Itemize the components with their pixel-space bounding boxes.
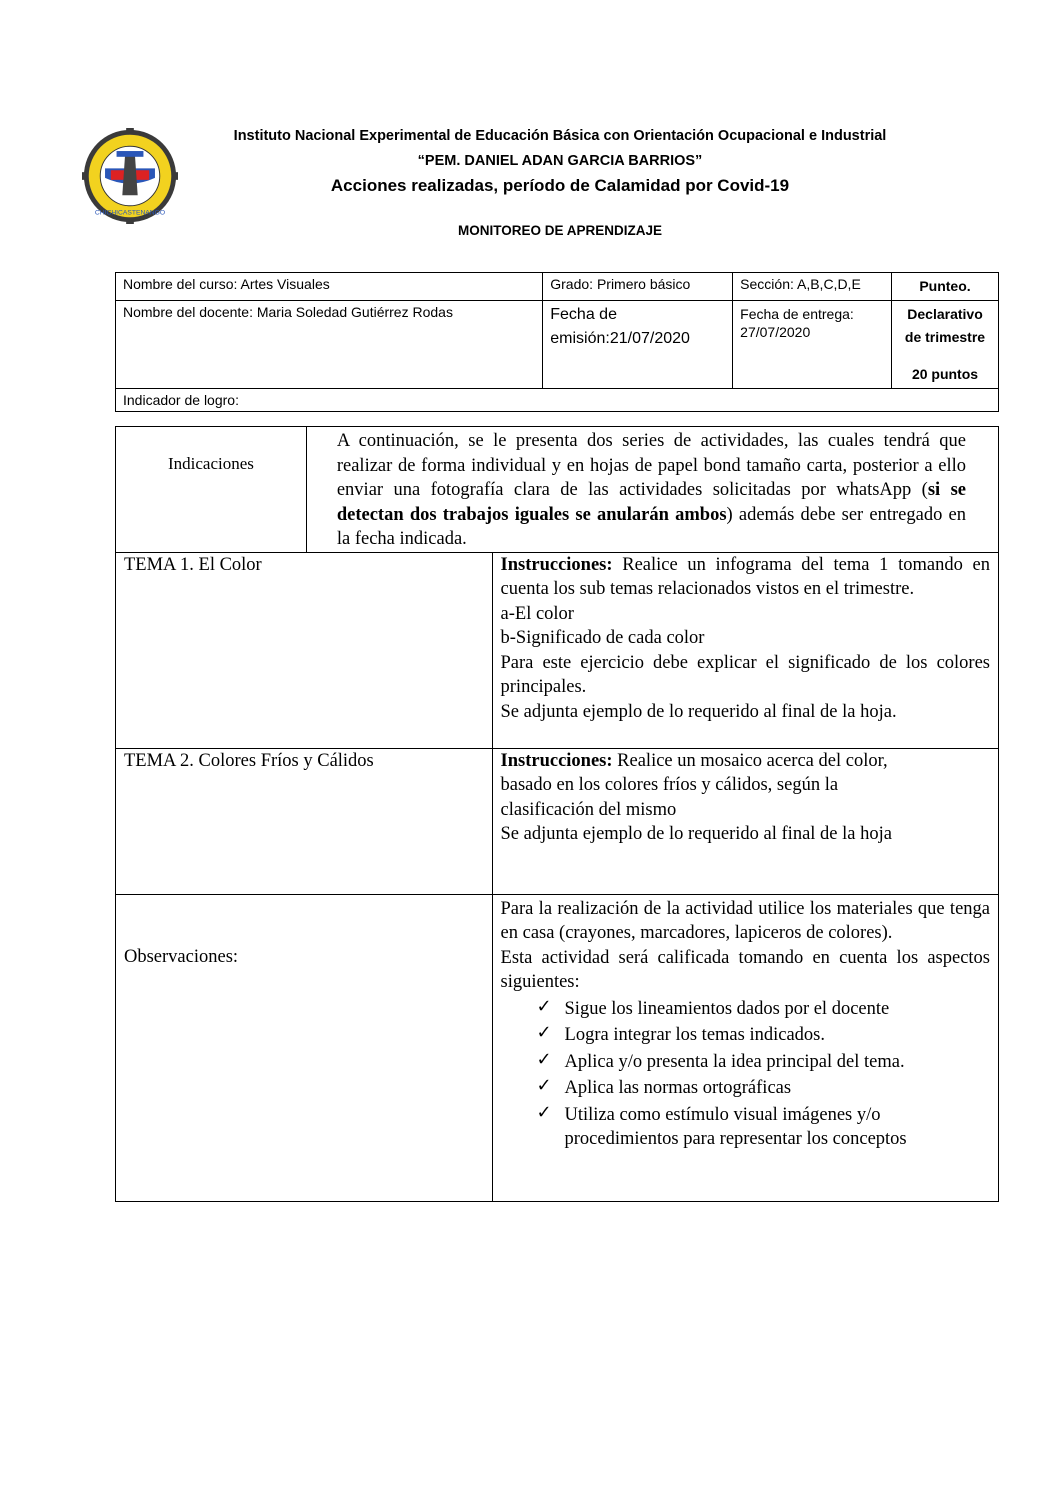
topic2-title: TEMA 2. Colores Fríos y Cálidos [116, 748, 493, 894]
activities-table [115, 426, 999, 1202]
check-icon: ✓ [536, 1048, 552, 1070]
indications-label: Indicaciones [116, 427, 307, 553]
indications-text: A continuación, se le presenta dos series de actividades, las cuales tendrá que realizar de forma individual y en hojas de papel bond tamaño carta, posterior a ello enviar una fotografía clara de las actividades solicitadas por whatsApp (si se detectan dos trabajos iguales se anularán ambos) además debe ser entregado en la fecha indicada. [306, 427, 998, 553]
criteria-item: ✓ Aplica y/o presenta la idea principal del tema. [536, 1048, 905, 1072]
criteria-list [501, 995, 990, 1152]
check-icon: ✓ [536, 1022, 552, 1043]
observations-text: Para la realización de la actividad utilice los materiales que tenga en casa (crayones, marcadores, lapiceros de colores). Esta actividad será calificada tomando en cuenta los aspectos siguientes: ✓ Sigue los lineamientos dados por el docente ✓ Logra integrar los temas indicados. ✓ Aplica y/o presenta la idea principal del tema. ✓ Aplica las normas ortográficas ✓ Utiliza como estímulo visual imágenes y/o procedimientos para representar los conceptos [492, 894, 998, 1201]
check-icon: ✓ [536, 995, 552, 1017]
topic1-title: TEMA 1. El Color [116, 552, 493, 748]
school-name: “PEM. DANIEL ADAN GARCIA BARRIOS” [417, 153, 703, 169]
delivery-date: Fecha de entrega: 27/07/2020 [733, 301, 892, 389]
issue-date: Fecha de emisión:21/07/2020 [543, 301, 733, 389]
logo-ring-text: CHICHICASTENANGO [94, 209, 166, 217]
achievement-indicator: Indicador de logro: [116, 389, 999, 412]
criteria-item: ✓ Aplica las normas ortográficas [536, 1075, 792, 1098]
actions-title: Acciones realizadas, período de Calamidad por Covid-19 [330, 176, 790, 195]
topic2-instructions: Instrucciones: Realice un mosaico acerca del color, basado en los colores fríos y cálidos, según la clasificación del mismo Se adjunta ejemplo de lo requerido al final de la hoja [492, 748, 998, 894]
institute-name: Instituto Nacional Experimental de Educación Básica con Orientación Ocupacional e Industrial [233, 128, 887, 144]
topic1-instructions: Instrucciones: Realice un infograma del tema 1 tomando en cuenta los sub temas relacionados vistos en el trimestre. a-El color b-Significado de cada color Para este ejercicio debe explicar el significado de los colores principales. Se adjunta ejemplo de lo requerido al final de la hoja. [492, 552, 998, 748]
document-title: MONITOREO DE APRENDIZAJE [457, 223, 663, 238]
score-label: Punteo. [892, 273, 999, 301]
section: Sección: A,B,C,D,E [733, 273, 892, 301]
teacher-name: Nombre del docente: Maria Soledad Gutiérrez Rodas [116, 301, 543, 389]
check-icon: ✓ [536, 1075, 552, 1096]
course-name: Nombre del curso: Artes Visuales [116, 273, 543, 301]
criteria-item: ✓ Sigue los lineamientos dados por el docente [536, 995, 890, 1019]
criteria-item: ✓ Logra integrar los temas indicados. [536, 1022, 825, 1045]
grade: Grado: Primero básico [543, 273, 733, 301]
observations-label: Observaciones: [116, 894, 493, 1201]
course-info-table [115, 272, 999, 412]
check-icon: ✓ [536, 1101, 552, 1123]
criteria-item: ✓ Utiliza como estímulo visual imágenes y/o procedimientos para representar los conceptos [536, 1101, 907, 1149]
score-points: 20 puntos [911, 366, 979, 382]
score-type: Declarativo de trimestre 20 puntos [892, 301, 999, 389]
